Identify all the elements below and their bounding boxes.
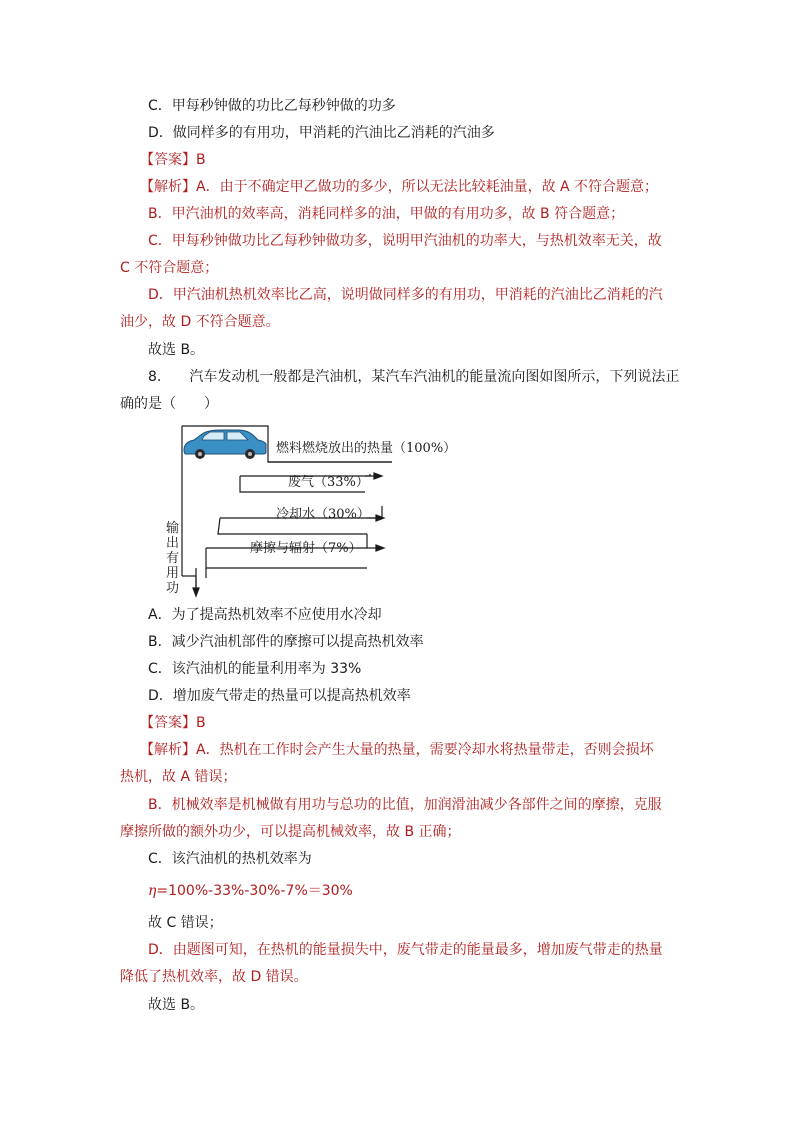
q8-analysis-d-1: D．由题图可知，在热机的能量损失中，废气带走的能量最多，增加废气带走的热量 [148, 942, 663, 958]
q8-stem-2: 确的是（ ） [120, 396, 218, 412]
q7-analysis-c-1: C．甲每秒钟做功比乙每秒钟做功多，说明甲汽油机的功率大，与热机效率无关，故 [148, 233, 662, 249]
q7-analysis-a [140, 178, 658, 196]
q7-analysis-c-2: C 不符合题意； [120, 260, 219, 276]
q8-stem-1: 8. 汽车发动机一般都是汽油机，某汽车汽油机的能量流向图如图所示，下列说法正 [148, 369, 680, 385]
useful-work-label [166, 520, 179, 596]
analysis-tag: 【解析】 [140, 742, 196, 758]
answer-value: B [196, 715, 206, 731]
eta-symbol: η [148, 883, 157, 899]
formula-text: =100%-33%-30%-7%＝30% [156, 883, 353, 899]
useful-work-char: 功 [166, 581, 180, 596]
useful-work-char: 输 [166, 521, 180, 536]
q8-option-c: C．该汽油机的能量利用率为 33% [148, 661, 362, 677]
q8-analysis-d-2: 降低了热机效率，故 D 错误。 [120, 969, 308, 985]
q8-conclusion: 故选 B。 [148, 997, 205, 1013]
q8-analysis-c-2: 故 C 错误； [148, 915, 223, 931]
q8-analysis-b-2: 摩擦所做的额外功少，可以提高机械效率，故 B 正确； [120, 824, 461, 840]
cooling-label: 冷却水（30%） [276, 507, 370, 522]
exhaust-label: 废气（33%） [288, 475, 369, 490]
q8-option-d: D．增加废气带走的热量可以提高热机效率 [148, 688, 411, 704]
q8-option-b: B．减少汽油机部件的摩擦可以提高热机效率 [148, 634, 424, 650]
energy-flow-diagram [160, 420, 480, 602]
answer-value: B [196, 152, 206, 168]
useful-work-char: 有 [166, 551, 180, 566]
analysis-text: A．热机在工作时会产生大量的热量，需要冷却水将热量带走，否则会损坏 [196, 742, 654, 758]
useful-work-char: 出 [166, 536, 180, 551]
q7-answer [140, 151, 206, 169]
q7-analysis-d-1: D．甲汽油机热机效率比乙高，说明做同样多的有用功，甲消耗的汽油比乙消耗的汽 [148, 287, 663, 303]
q8-option-a: A．为了提高热机效率不应使用水冷却 [148, 607, 382, 623]
friction-label: 摩擦与辐射（7%） [250, 541, 362, 556]
q8-analysis-b-1: B．机械效率是机械做有用功与总功的比值，加润滑油减少各部件之间的摩擦，克服 [148, 797, 662, 813]
q8-analysis-c-1: C．该汽油机的热机效率为 [148, 851, 312, 867]
analysis-text: A．由于不确定甲乙做功的多少，所以无法比较耗油量，故 A 不符合题意； [196, 179, 659, 195]
q7-option-c: C．甲每秒钟做的功比乙每秒钟做的功多 [148, 98, 396, 114]
q7-conclusion: 故选 B。 [148, 342, 205, 358]
q7-analysis-b: B．甲汽油机的效率高，消耗同样多的油，甲做的有用功多，故 B 符合题意； [148, 206, 625, 222]
q8-analysis-a-2: 热机，故 A 错误； [120, 769, 237, 785]
answer-tag: 【答案】 [140, 152, 196, 168]
total-energy-label: 燃料燃烧放出的热量（100%） [276, 441, 457, 456]
analysis-tag: 【解析】 [140, 179, 196, 195]
q8-answer [140, 714, 206, 732]
useful-work-char: 用 [166, 566, 180, 581]
q8-formula [148, 882, 353, 900]
q8-analysis-a-1 [140, 741, 654, 759]
q7-analysis-d-2: 油少，故 D 不符合题意。 [120, 314, 280, 330]
q7-option-d: D．做同样多的有用功，甲消耗的汽油比乙消耗的汽油多 [148, 125, 495, 141]
answer-tag: 【答案】 [140, 715, 196, 731]
car-icon [184, 430, 266, 459]
